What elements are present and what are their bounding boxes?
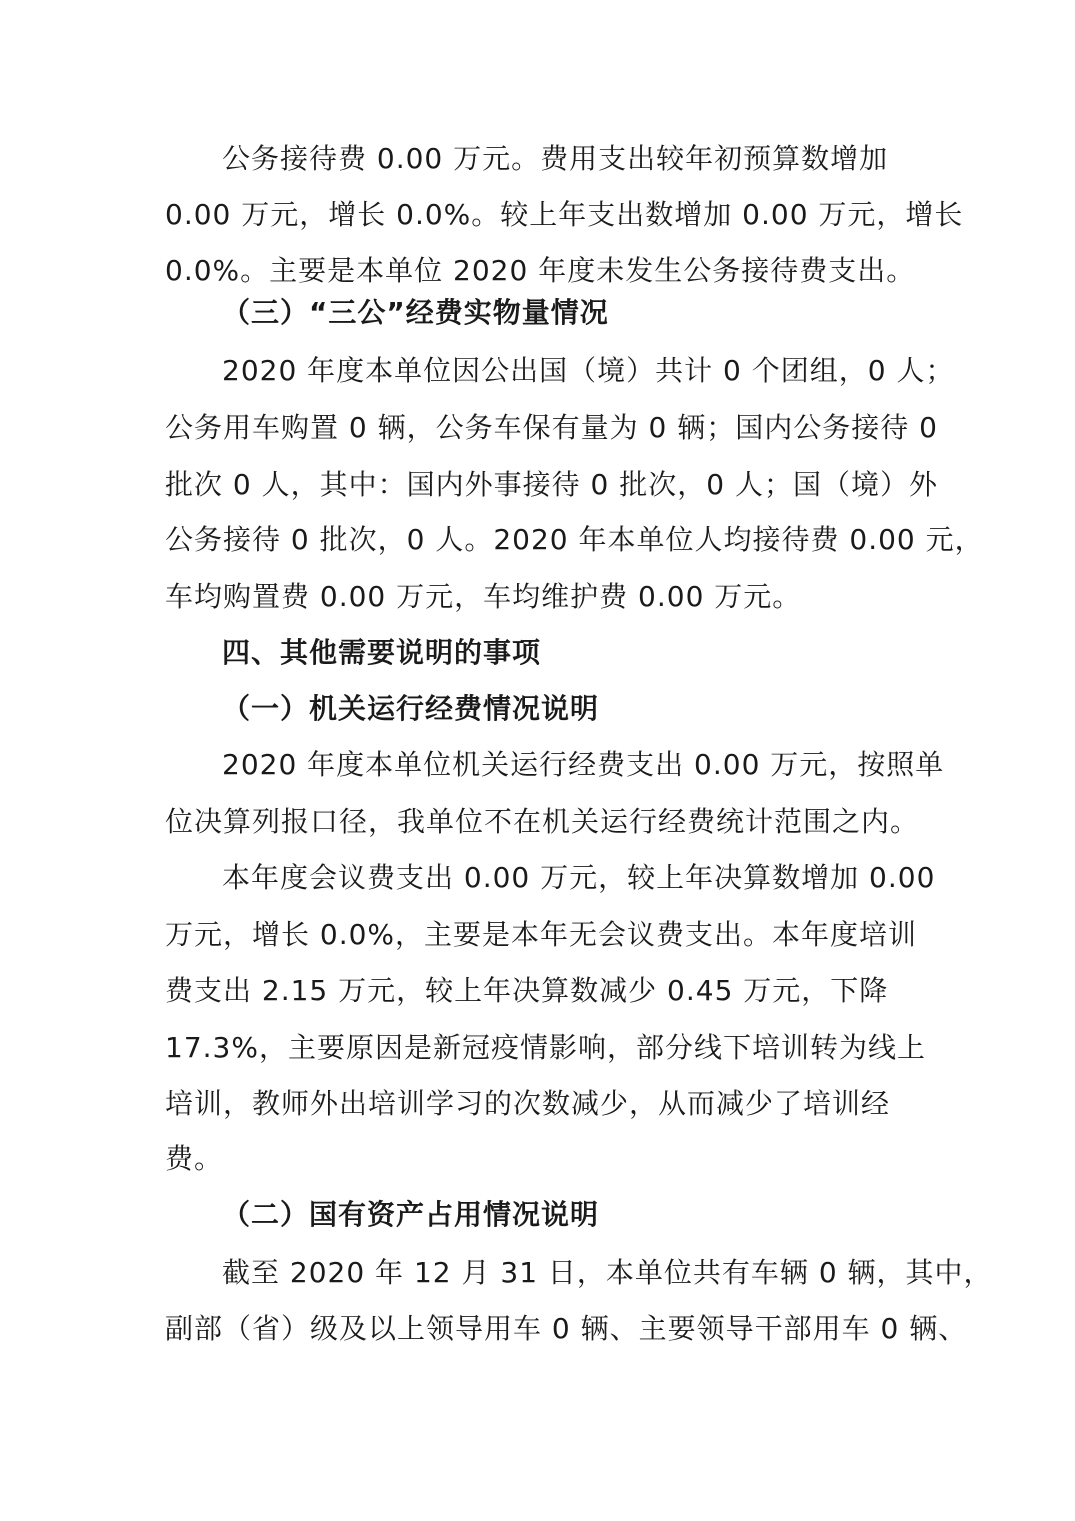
paragraph-line: 2020 年度本单位因公出国（境）共计 0 个团组，0 人； xyxy=(222,354,955,387)
section-heading: （二）国有资产占用情况说明 xyxy=(222,1198,600,1231)
section-heading: （三）“三公”经费实物量情况 xyxy=(222,296,609,329)
paragraph-line: 位决算列报口径，我单位不在机关运行经费统计范围之内。 xyxy=(165,805,920,838)
paragraph-line: 2020 年度本单位机关运行经费支出 0.00 万元，按照单 xyxy=(222,748,945,781)
paragraph-line: 副部（省）级及以上领导用车 0 辆、主要领导干部用车 0 辆、 xyxy=(165,1312,968,1345)
paragraph-line: 费。 xyxy=(165,1142,224,1175)
paragraph-line: 费支出 2.15 万元，较上年决算数减少 0.45 万元，下降 xyxy=(165,974,889,1007)
paragraph-line: 公务接待 0 批次，0 人。2020 年本单位人均接待费 0.00 元， xyxy=(165,523,984,556)
paragraph-line: 万元，增长 0.0%，主要是本年无会议费支出。本年度培训 xyxy=(165,918,918,951)
paragraph-line: 0.0%。主要是本单位 2020 年度未发生公务接待费支出。 xyxy=(165,254,916,287)
paragraph-line: 本年度会议费支出 0.00 万元，较上年决算数增加 0.00 xyxy=(222,861,936,894)
paragraph-line: 0.00 万元，增长 0.0%。较上年支出数增加 0.00 万元，增长 xyxy=(165,198,964,231)
paragraph-line: 培训，教师外出培训学习的次数减少，从而减少了培训经 xyxy=(165,1087,891,1120)
section-heading: 四、其他需要说明的事项 xyxy=(222,636,542,669)
paragraph-line: 车均购置费 0.00 万元，车均维护费 0.00 万元。 xyxy=(165,580,802,613)
section-heading: （一）机关运行经费情况说明 xyxy=(222,692,600,725)
paragraph-line: 公务接待费 0.00 万元。费用支出较年初预算数增加 xyxy=(222,142,889,175)
paragraph-line: 公务用车购置 0 辆，公务车保有量为 0 辆；国内公务接待 0 xyxy=(165,411,938,444)
paragraph-line: 批次 0 人，其中：国内外事接待 0 批次，0 人；国（境）外 xyxy=(165,468,938,501)
paragraph-line: 截至 2020 年 12 月 31 日，本单位共有车辆 0 辆，其中， xyxy=(222,1256,993,1289)
paragraph-line: 17.3%，主要原因是新冠疫情影响，部分线下培训转为线上 xyxy=(165,1031,926,1064)
